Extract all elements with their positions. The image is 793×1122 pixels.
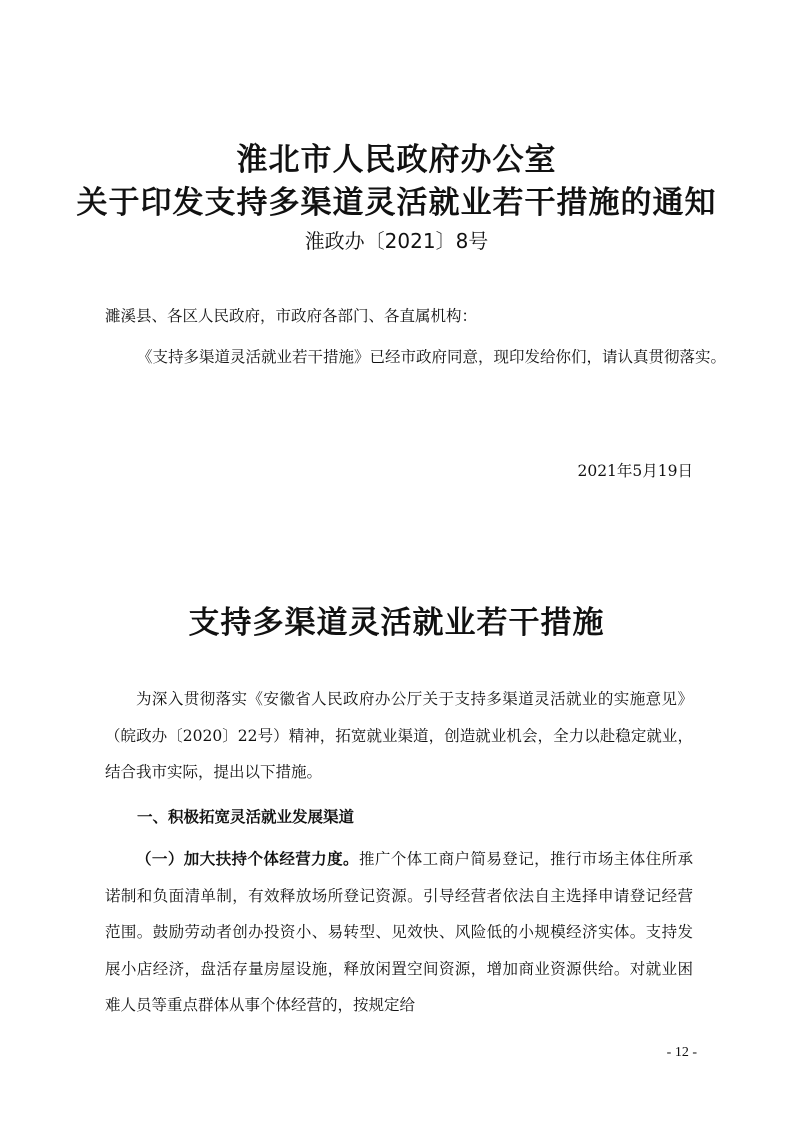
measures-title: 支持多渠道灵活就业若干措施	[188, 605, 605, 641]
section-heading: 一、积极拓宽灵活就业发展渠道	[137, 808, 355, 826]
page-number: - 12 -	[666, 1045, 697, 1060]
notice-title-line2: 关于印发支持多渠道灵活就业若干措施的通知	[76, 185, 717, 221]
notice-title-line1: 淮北市人民政府办公室	[236, 142, 557, 178]
item-1-paragraph	[105, 841, 693, 1024]
recipients-line: 濉溪县、各区人民政府，市政府各部门、各直属机构：	[105, 307, 478, 325]
notice-body: 《支持多渠道灵活就业若干措施》已经市政府同意，现印发给你们，请认真贯彻落实。	[137, 348, 727, 366]
measures-intro: 为深入贯彻落实《安徽省人民政府办公厅关于支持多渠道灵活就业的实施意见》（皖政办〔2020〕22号）精神，拓宽就业渠道，创造就业机会，全力以赴稳定就业，结合我市实际，提出以下措施。	[105, 690, 693, 781]
item-1-text: 推广个体工商户简易登记，推行市场主体住所承诺制和负面清单制，有效释放场所登记资源。引导经营者依法自主选择申请登记经营范围。鼓励劳动者创办投资小、易转型、见效快、风险低的小规模经济实体。支持发展小店经济，盘活存量房屋设施，释放闲置空间资源，增加商业资源供给。对就业困难人员等重点群体从事个体经营的，按规定给	[105, 850, 693, 1014]
item-1-lead: （一）加大扶持个体经营力度。	[136, 850, 359, 868]
document-number: 淮政办〔2021〕8号	[304, 229, 489, 253]
issue-date: 2021年5月19日	[577, 462, 693, 480]
